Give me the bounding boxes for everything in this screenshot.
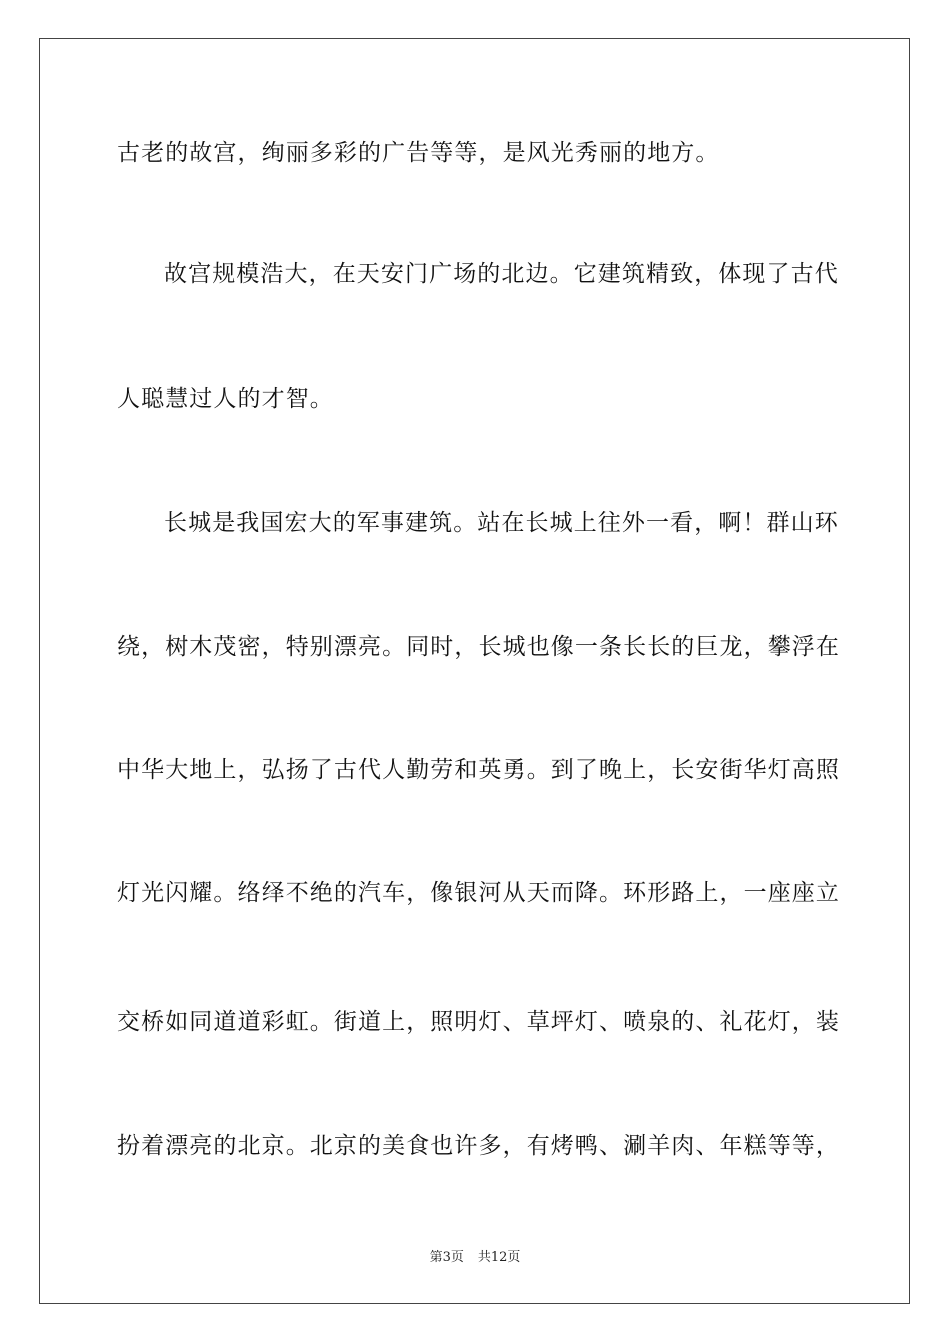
paragraph-line-5: 绕，树木茂密，特别漂亮。同时，长城也像一条长长的巨龙，攀浮在 — [117, 634, 840, 660]
paragraph-line-8: 交桥如同道道彩虹。街道上，照明灯、草坪灯、喷泉的、礼花灯，装 — [117, 1009, 840, 1035]
paragraph-line-1: 古老的故宫，绚丽多彩的广告等等，是风光秀丽的地方。 — [117, 140, 720, 166]
paragraph-line-9: 扮着漂亮的北京。北京的美食也许多，有烤鸭、涮羊肉、年糕等等， — [117, 1133, 840, 1159]
page-total: 共12页 — [477, 1250, 521, 1265]
page-footer — [0, 1246, 950, 1265]
paragraph-line-7: 灯光闪耀。络绎不绝的汽车，像银河从天而降。环形路上，一座座立 — [117, 880, 840, 906]
paragraph-line-3: 人聪慧过人的才智。 — [117, 386, 334, 412]
paragraph-line-4: 长城是我国宏大的军事建筑。站在长城上往外一看，啊！群山环 — [164, 510, 839, 536]
paragraph-line-6: 中华大地上，弘扬了古代人勤劳和英勇。到了晚上，长安街华灯高照 — [117, 757, 840, 783]
page-border — [39, 38, 910, 1304]
page-number: 第3页 — [429, 1250, 464, 1265]
paragraph-line-2: 故宫规模浩大，在天安门广场的北边。它建筑精致，体现了古代 — [164, 261, 839, 287]
